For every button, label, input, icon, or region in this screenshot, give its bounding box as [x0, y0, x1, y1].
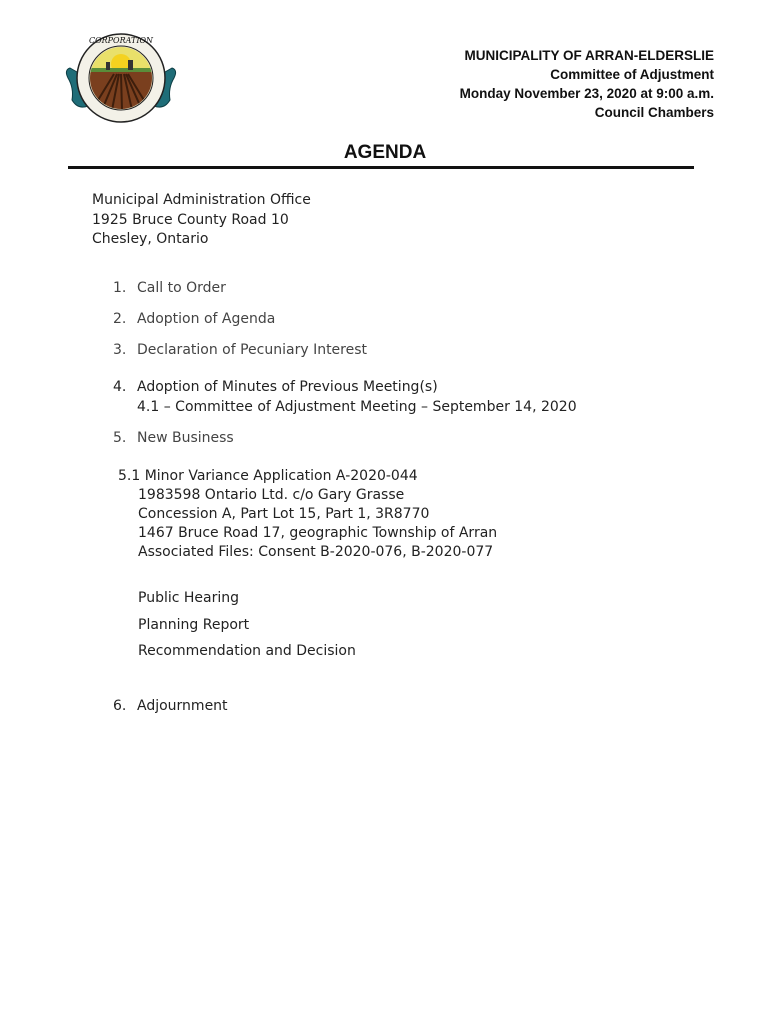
agenda-item-text: Declaration of Pecuniary Interest: [137, 342, 368, 358]
agenda-item-number: 4.: [113, 379, 127, 395]
step-recommendation-decision: Recommendation and Decision: [138, 643, 356, 659]
agenda-item-text: Adoption of Minutes of Previous Meeting(s): [137, 379, 438, 395]
agenda-item-3: [113, 341, 367, 361]
agenda-item-4: [113, 378, 438, 398]
applicant-line: 1983598 Ontario Ltd. c/o Gary Grasse: [138, 487, 405, 503]
meeting-datetime: Monday November 23, 2020 at 9:00 a.m.: [459, 86, 714, 101]
associated-files-line: Associated Files: Consent B-2020-076, B-2020-077: [138, 544, 494, 560]
agenda-item-text: Adjournment: [137, 698, 228, 714]
committee-name: Committee of Adjustment: [550, 67, 714, 82]
agenda-item-5: [113, 429, 234, 449]
municipal-seal-logo: [62, 30, 180, 128]
meeting-address: [92, 191, 311, 250]
municipality-name: MUNICIPALITY OF ARRAN-ELDERSLIE: [464, 48, 714, 63]
agenda-subitem-5-1-title: 5.1 Minor Variance Application A-2020-044: [118, 468, 418, 484]
agenda-item-text: Adoption of Agenda: [137, 311, 276, 327]
agenda-item-6: [113, 697, 228, 717]
meeting-location: Council Chambers: [594, 105, 714, 120]
property-address-line: 1467 Bruce Road 17, geographic Township of Arran: [138, 525, 498, 541]
agenda-item-text: New Business: [137, 430, 234, 446]
agenda-item-2: [113, 310, 275, 330]
agenda-item-number: 6.: [113, 698, 127, 714]
address-line-1: Municipal Administration Office: [92, 192, 311, 208]
agenda-item-number: 1.: [113, 280, 127, 296]
step-planning-report: Planning Report: [138, 617, 250, 633]
agenda-item-number: 3.: [113, 342, 127, 358]
agenda-item-number: 5.: [113, 430, 127, 446]
title-divider: [68, 166, 694, 169]
meeting-header: [460, 46, 714, 122]
address-line-2: 1925 Bruce County Road 10: [92, 211, 289, 228]
step-public-hearing: Public Hearing: [138, 590, 240, 606]
address-line-3: Chesley, Ontario: [92, 231, 209, 247]
seal-text-top: CORPORATION: [88, 36, 154, 45]
legal-description-line: Concession A, Part Lot 15, Part 1, 3R8770: [138, 506, 430, 522]
agenda-item-text: Call to Order: [137, 280, 226, 296]
page-title: AGENDA: [343, 142, 427, 163]
agenda-item-number: 2.: [113, 311, 127, 327]
agenda-item-1: [113, 279, 226, 299]
agenda-subitem-4-1: 4.1 – Committee of Adjustment Meeting – September 14, 2020: [137, 399, 577, 415]
